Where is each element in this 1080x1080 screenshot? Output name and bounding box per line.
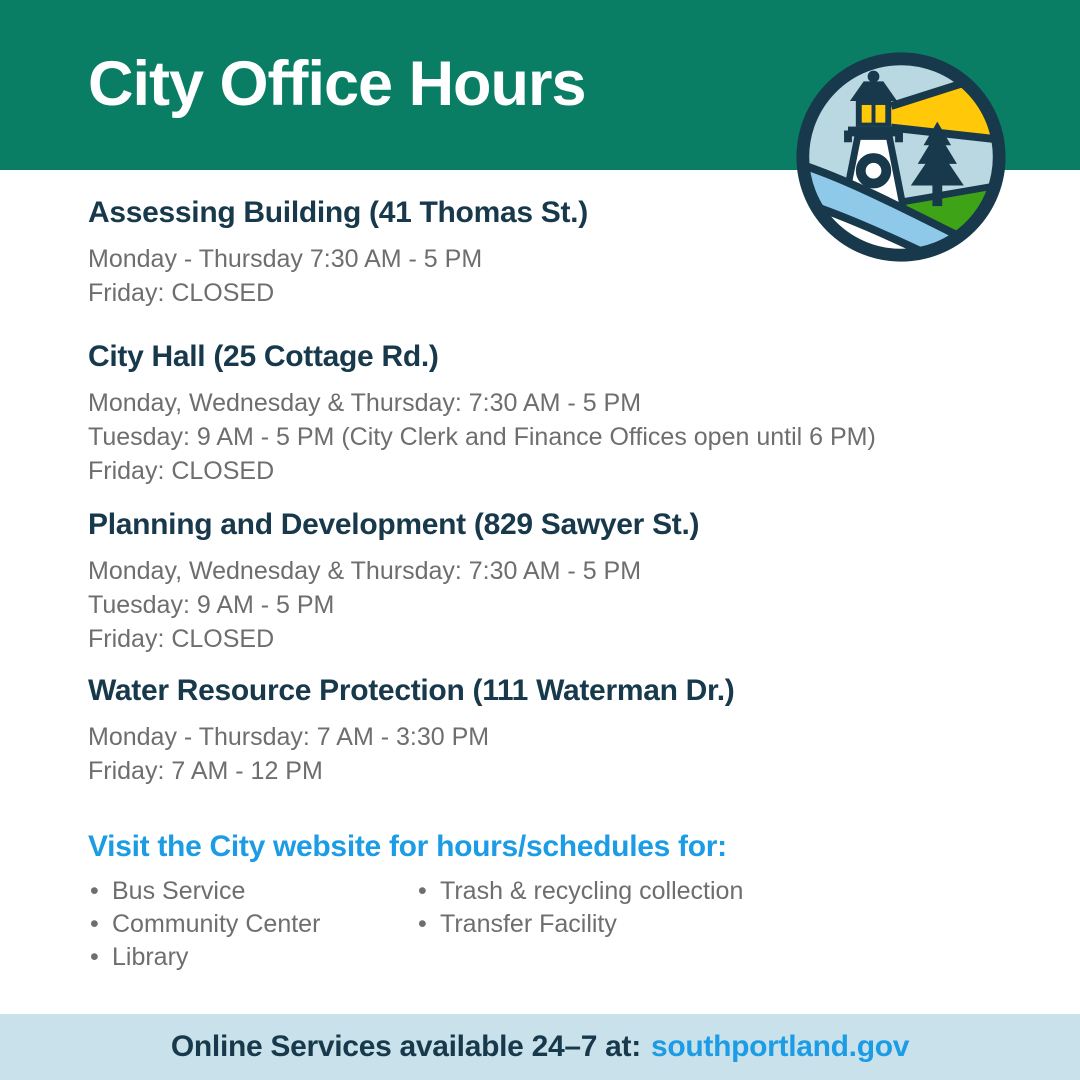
section-planning-development — [88, 506, 1008, 656]
hours-line: Monday - Thursday 7:30 AM - 5 PM — [88, 245, 483, 273]
hours-line: Monday, Wednesday & Thursday: 7:30 AM - 5 PM — [88, 557, 642, 585]
section-hours — [88, 386, 1008, 488]
section-heading: Water Resource Protection (111 Waterman Dr.) — [88, 674, 735, 707]
footer-link[interactable]: southportland.gov — [650, 1030, 910, 1063]
section-heading: Assessing Building (41 Thomas St.) — [88, 196, 588, 229]
hours-line: Friday: CLOSED — [88, 457, 275, 485]
section-water-resource-protection — [88, 672, 1008, 788]
section-heading: City Hall (25 Cottage Rd.) — [88, 340, 439, 373]
hours-line: Tuesday: 9 AM - 5 PM — [88, 591, 335, 619]
service-item: • Community Center — [88, 908, 416, 941]
service-item: • Library — [88, 941, 416, 974]
hours-line: Monday, Wednesday & Thursday: 7:30 AM - 5 PM — [88, 389, 642, 417]
services-columns — [88, 875, 1008, 974]
section-heading: Planning and Development (829 Sawyer St.) — [88, 508, 700, 541]
hours-line: Friday: CLOSED — [88, 279, 275, 307]
section-city-hall — [88, 338, 1008, 488]
footer-band — [0, 1014, 1080, 1080]
website-services-heading: Visit the City website for hours/schedules for: — [88, 830, 727, 863]
service-item: • Bus Service — [88, 875, 416, 908]
office-hours-content — [88, 170, 1008, 974]
section-hours — [88, 720, 1008, 788]
footer-text: Online Services available 24–7 at: — [170, 1030, 641, 1063]
hours-line: Monday - Thursday: 7 AM - 3:30 PM — [88, 723, 490, 751]
hours-line: Friday: 7 AM - 12 PM — [88, 757, 323, 785]
services-column-1 — [88, 875, 416, 974]
services-column-2 — [416, 875, 836, 974]
section-assessing-building — [88, 194, 1008, 310]
service-item: • Trash & recycling collection — [416, 875, 836, 908]
hours-line: Tuesday: 9 AM - 5 PM (City Clerk and Finance Offices open until 6 PM) — [88, 423, 876, 451]
service-item: • Transfer Facility — [416, 908, 836, 941]
section-hours — [88, 554, 1008, 656]
hours-line: Friday: CLOSED — [88, 625, 275, 653]
page-title: City Office Hours — [88, 49, 586, 119]
section-hours — [88, 242, 1008, 310]
